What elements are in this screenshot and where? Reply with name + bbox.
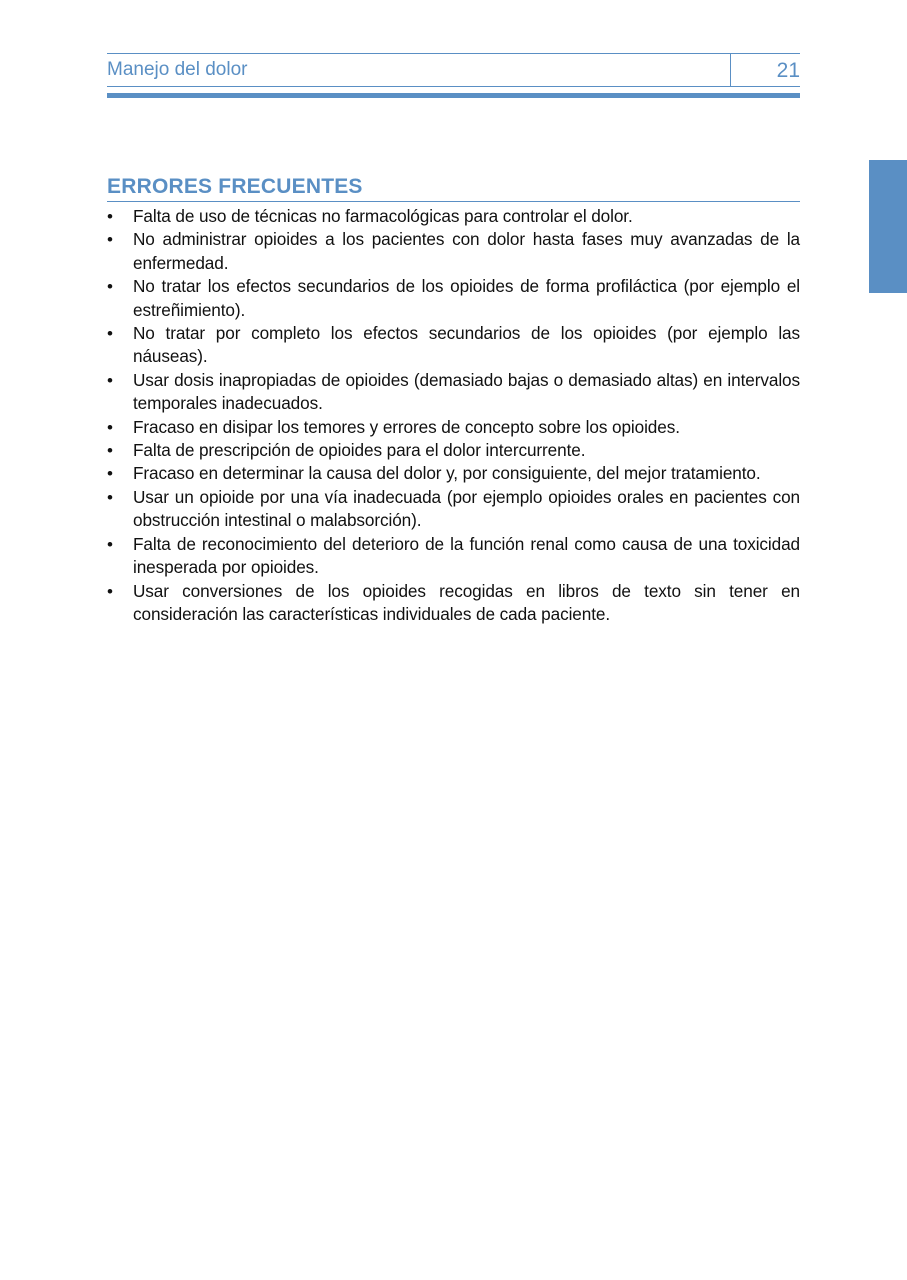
bullet-icon: • xyxy=(107,534,113,554)
list-item-text: Usar un opioide por una vía inadecuada (por ejemplo opioides orales en pacientes con obstrucción intestinal o malabsorción). xyxy=(133,486,800,531)
running-header xyxy=(107,53,800,87)
list-item-text: Falta de reconocimiento del deterioro de la función renal como causa de una toxicidad inesperada por opioides. xyxy=(133,533,800,578)
list-item xyxy=(107,462,800,485)
list-item xyxy=(107,322,800,369)
list-item-text: Usar conversiones de los opioides recogidas en libros de texto sin tener en consideración las características individuales de cada paciente. xyxy=(133,580,800,624)
list-item xyxy=(107,416,800,439)
list-item-text: Fracaso en disipar los temores y errores de concepto sobre los opioides. xyxy=(133,416,680,437)
list-item xyxy=(107,369,800,416)
bullet-icon: • xyxy=(107,230,113,250)
list-item xyxy=(107,486,800,533)
chapter-tab xyxy=(869,160,907,293)
list-item-text: No tratar por completo los efectos secundarios de los opioides (por ejemplo las náuseas). xyxy=(133,323,800,367)
errors-list xyxy=(107,205,800,626)
list-item xyxy=(107,439,800,462)
bullet-icon: • xyxy=(107,581,113,601)
list-item-text: Falta de prescripción de opioides para el dolor intercurrente. xyxy=(133,440,586,461)
bullet-icon: • xyxy=(107,324,113,344)
header-divider xyxy=(730,54,731,86)
bullet-icon: • xyxy=(107,207,113,226)
list-item xyxy=(107,228,800,275)
header-rule xyxy=(107,93,800,98)
bullet-icon: • xyxy=(107,370,113,390)
page-number: 21 xyxy=(776,59,800,82)
list-item xyxy=(107,580,800,627)
bullet-icon: • xyxy=(107,417,113,437)
header-title: Manejo del dolor xyxy=(107,59,248,80)
list-item-text: Falta de uso de técnicas no farmacológicas para controlar el dolor. xyxy=(133,206,633,226)
bullet-icon: • xyxy=(107,277,113,297)
bullet-icon: • xyxy=(107,464,113,484)
list-item-text: Usar dosis inapropiadas de opioides (demasiado bajas o demasiado altas) en intervalos temporales inadecuados. xyxy=(133,369,800,414)
list-item-text: No administrar opioides a los pacientes con dolor hasta fases muy avanzadas de la enfermedad. xyxy=(133,229,800,273)
list-item-text: Fracaso en determinar la causa del dolor y, por consiguiente, del mejor tratamiento. xyxy=(133,463,761,484)
section-title: ERRORES FRECUENTES xyxy=(107,174,800,202)
list-item xyxy=(107,275,800,322)
bullet-icon: • xyxy=(107,487,113,507)
list-item xyxy=(107,205,800,228)
list-item-text: No tratar los efectos secundarios de los opioides de forma profiláctica (por ejemplo el estreñimiento). xyxy=(133,276,800,320)
bullet-icon: • xyxy=(107,441,113,461)
list-item xyxy=(107,533,800,580)
